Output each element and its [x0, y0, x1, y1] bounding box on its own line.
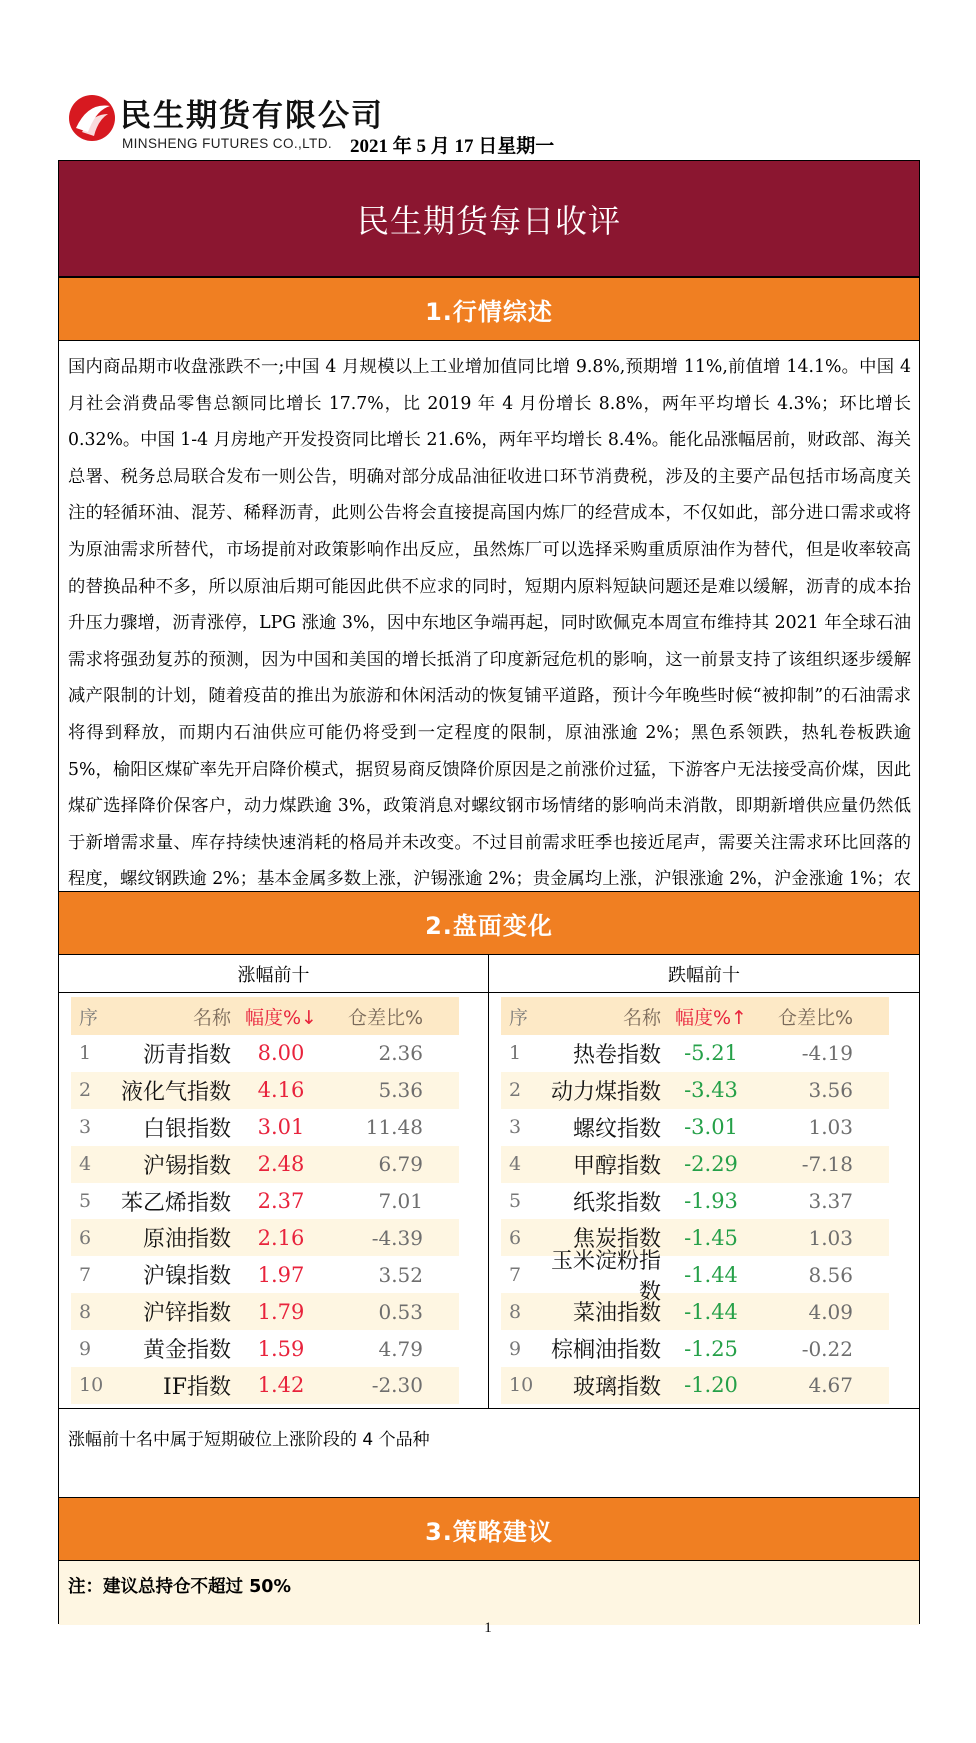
row-name: 玉米淀粉指数 [550, 1248, 661, 1305]
losers-table [501, 997, 889, 1404]
row-name: 动力煤指数 [550, 1079, 661, 1105]
row-change-pct: 2.37 [257, 1189, 305, 1213]
section-title: 2.盘面变化 [425, 911, 553, 940]
section-title: 3.策略建议 [425, 1517, 553, 1546]
row-position-diff: 4.79 [378, 1336, 423, 1361]
losers-column [489, 955, 919, 1408]
table-row [501, 1293, 889, 1330]
row-position-diff: 0.53 [378, 1299, 423, 1324]
table-row [71, 1035, 459, 1072]
row-name: 液化气指数 [120, 1079, 231, 1105]
row-position-diff: 4.67 [808, 1373, 853, 1398]
header-pct-sort-asc[interactable]: 幅度%↑ [675, 1006, 747, 1029]
header-name: 名称 [622, 1006, 661, 1029]
row-name: IF指数 [163, 1374, 231, 1400]
header-pos: 仓差比% [777, 1006, 853, 1029]
row-index: 2 [509, 1079, 522, 1102]
row-change-pct: -5.21 [684, 1041, 738, 1066]
gainers-rows [71, 1035, 459, 1404]
row-name: 沪锌指数 [142, 1301, 231, 1327]
header-pct-sort-desc[interactable]: 幅度%↓ [245, 1006, 317, 1029]
gainers-column [59, 955, 489, 1408]
row-change-pct: 8.00 [257, 1041, 305, 1066]
header-idx: 序 [79, 1006, 99, 1029]
company-name-en: MINSHENG FUTURES CO.,LTD. [122, 136, 333, 151]
row-name: 玻璃指数 [572, 1374, 661, 1400]
row-position-diff: 6.79 [378, 1152, 423, 1177]
row-position-diff: 7.01 [378, 1189, 423, 1213]
table-row [501, 1183, 889, 1220]
row-name: 沪镍指数 [142, 1264, 231, 1290]
row-position-diff: 3.52 [378, 1262, 423, 1287]
row-change-pct: -2.29 [684, 1152, 738, 1177]
row-change-pct: 3.01 [257, 1115, 305, 1140]
row-change-pct: 1.59 [257, 1336, 305, 1361]
table-row [501, 1146, 889, 1183]
row-index: 7 [509, 1263, 522, 1286]
row-name: 沥青指数 [142, 1042, 231, 1068]
row-index: 3 [79, 1116, 92, 1139]
row-position-diff: 1.03 [808, 1225, 853, 1250]
row-index: 10 [79, 1374, 104, 1397]
row-change-pct: -1.44 [684, 1299, 738, 1324]
table-row [71, 1072, 459, 1109]
market-summary-paragraph: 国内商品期市收盘涨跌不一;中国 4 月规模以上工业增加值同比增 9.8%,预期增 11%,前值增 14.1%。中国 4 月社会消费品零售总额同比增长 17.7%，比 2019 年 4 月份增长 8.8%，两年平均增长 4.3%；环比增长 0.32%。中国 1-4 月房地产开发投资同比增长 21.6%，两年平均增长 8.4%。能化品涨幅居前，财政部、海关总署、税务总局联合发布一则公告，明确对部分成品油征收进口环节消费税，涉及的主要产品包括市场高度关注的轻循环油、混芳、稀释沥青，此则公告将会直接提高国内炼厂的经营成本，不仅如此，部分进口需求或将为原油需求所替代，市场提前对政策影响作出反应，虽然炼厂可以选择采购重质原油作为替代，但是收率较高的替换品种不多，所以原油后期可能因此供不应求的同时，短期内原料短缺问题还是难以缓解，沥青的成本抬升压力骤增，沥青涨停，LPG 涨逾 3%，因中东地区争端再起，同时欧佩克本周宣布维持其 2021 年全球石油需求将强劲复苏的预测，因为中国和美国的增长抵消了印度新冠危机的影响，这一前景支持了该组织逐步缓解减产限制的计划，随着疫苗的推出为旅游和休闲活动的恢复铺平道路，预计今年晚些时候“被抑制”的石油需求将得到释放，而期内石油供应可能仍将受到一定程度的限制，原油涨逾 2%；黑色系领跌，热轧卷板跌逾 5%，榆阳区煤矿率先开启降价模式，据贸易商反馈降价原因是之前涨价过猛，下游客户无法接受高价煤，因此煤矿选择降价保客户，动力煤跌逾 3%，政策消息对螺纹钢市场情绪的影响尚未消散，即期新增供应量仍然低于新增需求量、库存持续快速消耗的格局并未改变。不过目前需求旺季也接近尾声，需要关注需求环比回落的程度，螺纹钢跌逾 2%；基本金属多数上涨，沪锡涨逾 2%；贵金属均上涨，沪银涨逾 2%，沪金涨逾 1%；农 [68, 357, 911, 890]
row-index: 5 [509, 1190, 522, 1212]
row-name: 棕榈油指数 [550, 1338, 661, 1364]
row-change-pct: 2.16 [257, 1225, 305, 1250]
row-index: 7 [79, 1263, 92, 1286]
section-header-strategy [59, 1497, 919, 1561]
row-position-diff: -4.19 [801, 1041, 853, 1066]
section-title: 1.行情综述 [425, 297, 553, 326]
table-row [501, 1072, 889, 1109]
row-change-pct: 1.97 [257, 1262, 305, 1287]
table-row [501, 1109, 889, 1146]
row-change-pct: -1.25 [684, 1336, 738, 1361]
table-row [501, 1367, 889, 1404]
header-idx: 序 [509, 1006, 529, 1029]
table-row [71, 1109, 459, 1146]
report-date: 2021 年 5 月 17 日星期一 [350, 136, 555, 157]
row-change-pct: 1.42 [257, 1373, 305, 1398]
table-row [501, 1035, 889, 1072]
row-change-pct: 1.79 [257, 1299, 305, 1324]
gainers-table [71, 997, 459, 1404]
row-position-diff: 5.36 [378, 1078, 423, 1103]
minsheng-logo-icon [66, 92, 118, 144]
row-index: 10 [509, 1374, 534, 1397]
row-index: 3 [509, 1116, 522, 1139]
row-index: 2 [79, 1079, 92, 1102]
table-header [71, 997, 459, 1035]
row-name: 热卷指数 [572, 1042, 661, 1068]
row-position-diff: 1.03 [808, 1115, 853, 1140]
table-header [501, 997, 889, 1035]
row-name: 焦炭指数 [572, 1227, 661, 1253]
row-change-pct: -1.20 [684, 1373, 738, 1398]
row-index: 5 [79, 1190, 92, 1212]
losers-title: 跌幅前十 [489, 955, 919, 993]
strategy-advice: 注：建议总持仓不超过 50% [59, 1561, 919, 1625]
row-name: 原油指数 [142, 1227, 231, 1253]
row-position-diff: -0.22 [801, 1336, 853, 1361]
row-name: 菜油指数 [572, 1301, 661, 1327]
row-name: 甲醇指数 [572, 1153, 661, 1179]
breakout-note: 涨幅前十名中属于短期破位上涨阶段的 4 个品种 [68, 1430, 430, 1450]
row-change-pct: 2.48 [257, 1152, 305, 1177]
row-name: 纸浆指数 [572, 1190, 661, 1216]
table-row [71, 1146, 459, 1183]
row-position-diff: 2.36 [378, 1041, 423, 1066]
row-index: 1 [79, 1042, 92, 1065]
header-pos: 仓差比% [347, 1006, 423, 1029]
row-index: 6 [79, 1226, 92, 1249]
row-position-diff: 4.09 [808, 1299, 853, 1324]
table-row [71, 1183, 459, 1220]
row-index: 6 [509, 1226, 522, 1249]
table-row [71, 1293, 459, 1330]
row-index: 1 [509, 1042, 522, 1065]
report-title-bar [59, 161, 919, 277]
header-name: 名称 [192, 1006, 231, 1029]
row-position-diff: -7.18 [801, 1152, 853, 1177]
company-name-cn: 民生期货有限公司 [120, 98, 384, 134]
table-row [71, 1256, 459, 1293]
row-index: 4 [509, 1153, 522, 1176]
row-change-pct: -3.43 [684, 1078, 738, 1103]
table-row [71, 1219, 459, 1256]
row-index: 4 [79, 1153, 92, 1176]
row-name: 沪锡指数 [142, 1153, 231, 1179]
row-position-diff: -2.30 [371, 1373, 423, 1398]
row-name: 螺纹指数 [572, 1116, 661, 1142]
table-row [501, 1248, 889, 1305]
row-position-diff: 3.37 [808, 1189, 853, 1213]
page-number: 1 [484, 1620, 492, 1636]
page-header [58, 88, 918, 160]
section-header-overview [59, 277, 919, 341]
row-change-pct: -1.44 [684, 1262, 738, 1287]
row-position-diff: -4.39 [371, 1225, 423, 1250]
row-position-diff: 8.56 [808, 1262, 853, 1287]
table-row [71, 1367, 459, 1404]
row-index: 8 [509, 1300, 522, 1323]
report-frame [58, 160, 920, 1624]
table-row [71, 1330, 459, 1367]
ranking-tables [59, 955, 919, 1409]
losers-rows [501, 1035, 889, 1404]
row-change-pct: -3.01 [684, 1115, 738, 1140]
row-change-pct: -1.93 [684, 1189, 738, 1213]
table-row [501, 1330, 889, 1367]
row-position-diff: 11.48 [365, 1115, 423, 1140]
row-position-diff: 3.56 [808, 1078, 853, 1103]
report-title: 民生期货每日收评 [356, 201, 621, 240]
row-index: 9 [509, 1337, 522, 1360]
row-change-pct: -1.45 [684, 1225, 738, 1250]
row-name: 白银指数 [142, 1116, 231, 1142]
row-index: 9 [79, 1337, 92, 1360]
row-index: 8 [79, 1300, 92, 1323]
section-header-market-changes [59, 891, 919, 955]
row-name: 黄金指数 [142, 1338, 231, 1364]
gainers-title: 涨幅前十 [59, 955, 488, 993]
row-change-pct: 4.16 [257, 1078, 305, 1103]
row-name: 苯乙烯指数 [120, 1190, 231, 1216]
